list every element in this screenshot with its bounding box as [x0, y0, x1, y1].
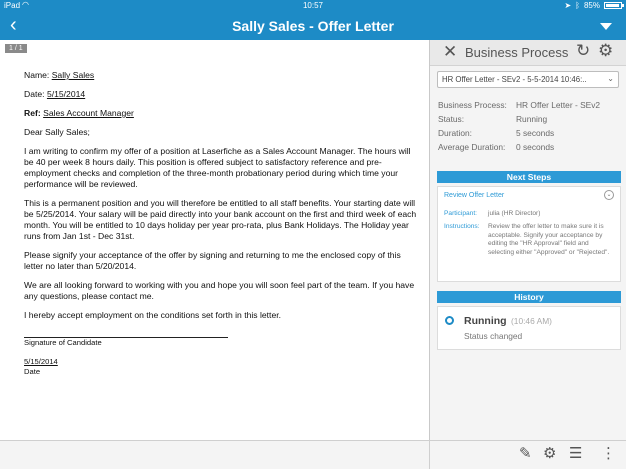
paragraph-1: I am writing to confirm my offer of a position at Laserfiche as a Sales Account Manager. The hours will be 40 per week 8 hours daily. This position is offered subject to satisfactory reference and pre-employment checks and completion of the three-month probationary period during which time your performance will be reviewed.: [24, 146, 411, 189]
signature-label: Signature of Candidate: [24, 338, 102, 347]
history-state: Running: [464, 315, 507, 327]
sign-date-label: Date: [24, 367, 41, 376]
date-label: Date:: [24, 89, 45, 99]
info-row-duration: [438, 126, 623, 140]
name-label: Name:: [24, 70, 50, 80]
info-row-average: [438, 140, 623, 154]
clock: 10:57: [302, 1, 324, 10]
offer-letter-page: [24, 70, 420, 377]
info-row-status: [438, 112, 623, 126]
paragraph-2: This is a permanent position and you will therefore be entitled to all staff benefits. Your starting date will be 5/25/2014. Your salary will be paid directly into your bank account on the first and third week of each month. You will be entitled to 10 days holiday per year pro-rata, plus Bank Holidays. The Holiday year runs from Jan 1st - Dec 31st.: [24, 198, 417, 241]
panel-title: Business Process: [465, 45, 569, 60]
instructions-value: Review the offer letter to make sure it is acceptable. Signify your acceptance by editing the "HR Approval" field and selecting either "Approved" or "Rejected".: [488, 223, 610, 256]
expand-chevron-icon[interactable]: ⌄: [604, 190, 614, 200]
date-line: [24, 89, 420, 100]
close-icon[interactable]: ✕: [443, 42, 458, 61]
panel-header: [430, 40, 626, 66]
gear-icon[interactable]: ⚙: [598, 41, 614, 60]
next-steps-header: Next Steps: [437, 171, 621, 183]
bottom-toolbar: [0, 440, 626, 469]
bluetooth-icon: ᛒ: [575, 1, 580, 10]
page-indicator: 1 / 1: [5, 44, 27, 53]
participant-label: Participant:: [444, 210, 477, 217]
info-value: HR Offer Letter - SEv2: [516, 100, 601, 110]
info-value: 5 seconds: [516, 128, 555, 138]
list-icon[interactable]: ☰: [569, 445, 583, 462]
info-row-process: [438, 98, 623, 112]
history-message: Status changed: [464, 331, 523, 341]
history-time: (10:46 AM): [511, 316, 552, 326]
back-chevron-icon[interactable]: ‹: [10, 14, 17, 36]
battery-percent: 85%: [583, 1, 600, 10]
process-info: [438, 98, 623, 154]
title-bar: [0, 12, 626, 40]
ref-value: Sales Account Manager: [43, 108, 134, 118]
paragraph-4: We are all looking forward to working with you and hope you will soon feel part of the team. If you have any questions, please contact me.: [24, 280, 415, 301]
info-value: Running: [516, 114, 548, 124]
task-name[interactable]: Review Offer Letter: [444, 192, 505, 199]
paragraph-5: I hereby accept employment on the conditions set forth in this letter.: [24, 310, 281, 320]
location-icon: ➤: [564, 1, 572, 10]
battery-icon: [604, 2, 622, 9]
more-vertical-icon[interactable]: ⋮: [601, 445, 616, 462]
ref-label: Ref:: [24, 108, 41, 118]
date-value: 5/15/2014: [46, 89, 86, 99]
history-header: History: [437, 291, 621, 303]
instance-select[interactable]: [437, 71, 619, 88]
name-value: Sally Sales: [51, 70, 95, 80]
carrier-label: iPad: [4, 1, 21, 10]
pen-icon[interactable]: ✎: [519, 445, 532, 462]
status-right: [564, 1, 622, 10]
wifi-icon: ◠: [22, 0, 29, 9]
status-bar: [0, 0, 626, 12]
sign-date: 5/15/2014: [24, 357, 58, 366]
status-circle-icon: [445, 316, 454, 325]
paragraph-3: Please signify your acceptance of the offer by signing and returning to me the enclosed copy of this letter no later than 5/20/2014.: [24, 250, 401, 271]
page-title: Sally Sales - Offer Letter: [232, 18, 394, 34]
business-process-panel: [429, 40, 626, 440]
task-card[interactable]: [437, 186, 621, 282]
toolbar-divider: [429, 441, 430, 469]
name-line: [24, 70, 420, 81]
participant-value: julia (HR Director): [488, 210, 541, 217]
dropdown-caret-icon[interactable]: [600, 23, 612, 30]
history-item: [437, 306, 621, 350]
refresh-icon[interactable]: ↻: [576, 41, 591, 60]
instructions-label: Instructions:: [444, 223, 480, 230]
salutation: Dear Sally Sales;: [24, 127, 90, 137]
chevron-down-icon: ⌄: [607, 74, 614, 83]
info-label: Business Process:: [438, 100, 507, 110]
gear-icon[interactable]: ⚙: [543, 445, 557, 462]
info-value: 0 seconds: [516, 142, 555, 152]
info-label: Average Duration:: [438, 142, 506, 152]
instance-select-value: HR Offer Letter - SEv2 - 5-5-2014 10:46:..: [442, 75, 587, 84]
ref-line: [24, 108, 420, 119]
document-viewer[interactable]: [0, 40, 429, 440]
info-label: Status:: [438, 114, 465, 124]
info-label: Duration:: [438, 128, 472, 138]
